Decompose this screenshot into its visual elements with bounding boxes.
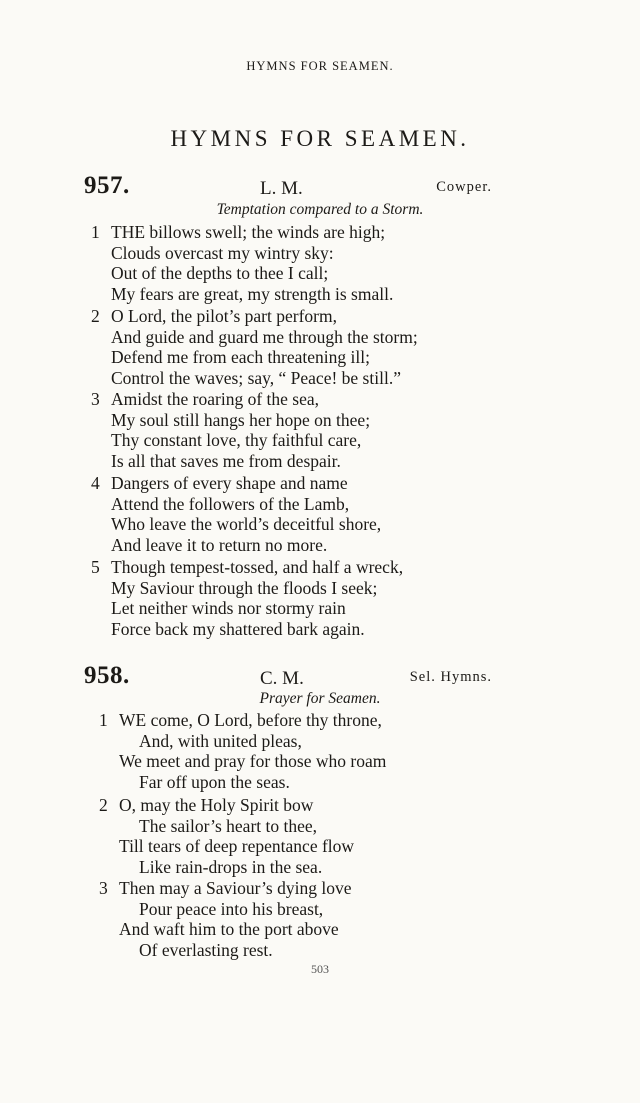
verse-line-text: O Lord, the pilot’s part perform, xyxy=(111,306,337,326)
verse-number: 1 xyxy=(99,710,108,730)
hymn-meter: C. M. xyxy=(260,668,304,689)
verse-line xyxy=(91,389,320,409)
verse-line xyxy=(139,731,302,751)
verse-line xyxy=(91,557,404,577)
verse-line-text: Out of the depths to thee I call; xyxy=(111,263,329,283)
verse-line xyxy=(111,284,393,304)
verse-line xyxy=(111,430,361,450)
verse-line-text: Amidst the roaring of the sea, xyxy=(111,389,320,409)
hymn-author: Sel. Hymns. xyxy=(409,669,492,685)
verse-line-text: We meet and pray for those who roam xyxy=(119,751,387,771)
verse-line xyxy=(139,899,323,919)
verse-line-text: Who leave the world’s deceitful shore, xyxy=(111,514,382,534)
verse-line-text: Far off upon the seas. xyxy=(139,771,290,792)
verse-line-text: And, with united pleas, xyxy=(139,730,302,751)
page-number: 503 xyxy=(311,962,329,976)
verse-line xyxy=(139,816,317,836)
verse-line xyxy=(111,410,370,430)
verse-line-text: O, may the Holy Spirit bow xyxy=(119,795,314,815)
verse-number: 4 xyxy=(91,473,100,493)
verse-line xyxy=(91,306,337,326)
verse-line-text: Clouds overcast my wintry sky: xyxy=(111,242,334,263)
section-title: HYMNS FOR SEAMEN. xyxy=(170,126,470,151)
hymn-author: Cowper. xyxy=(436,179,492,195)
verse-line xyxy=(91,222,386,242)
hymn-header xyxy=(84,662,492,692)
hymn-header xyxy=(84,172,492,202)
verse-line-text: Control the waves; say, “ Peace! be still.” xyxy=(111,367,401,388)
verse-line-text: Attend the followers of the Lamb, xyxy=(111,493,350,514)
verse-line-text: And guide and guard me through the storm; xyxy=(111,326,418,347)
verse-line-text: The sailor’s heart to thee, xyxy=(139,815,318,836)
verse-line-text: My soul still hangs her hope on thee; xyxy=(111,409,371,430)
verse-line-text: THE billows swell; the winds are high; xyxy=(111,222,386,242)
running-head: HYMNS FOR SEAMEN. xyxy=(246,59,394,73)
hymn-meter: L. M. xyxy=(260,178,303,199)
verse-number: 3 xyxy=(91,389,100,409)
verse-line xyxy=(119,751,386,771)
verse-line xyxy=(111,451,341,471)
verse-line xyxy=(139,940,273,960)
verse-line-text: WE come, O Lord, before thy throne, xyxy=(119,710,382,730)
verse-number: 2 xyxy=(99,795,108,815)
verse-line xyxy=(111,598,346,618)
verse-number: 1 xyxy=(91,222,100,242)
verse-line xyxy=(99,878,352,898)
verse-line xyxy=(111,619,365,639)
verse-line-text: Thy constant love, thy faithful care, xyxy=(111,430,362,450)
verse-line-text: Force back my shattered bark again. xyxy=(111,618,365,639)
verse-line-text: And leave it to return no more. xyxy=(111,534,328,555)
verse-line-text: My Saviour through the floods I seek; xyxy=(111,577,378,598)
verse-line-text: Then may a Saviour’s dying love xyxy=(119,878,352,898)
verse-number: 3 xyxy=(99,878,108,898)
verse-line xyxy=(111,347,370,367)
verse-line xyxy=(99,710,382,730)
hymn-subtitle: Prayer for Seamen. xyxy=(259,690,381,707)
verse-line xyxy=(111,368,401,388)
verse-line-text: And waft him to the port above xyxy=(119,919,339,939)
verse-line-text: Defend me from each threatening ill; xyxy=(111,347,370,367)
verse-line-text: Till tears of deep repentance flow xyxy=(119,836,355,856)
verse-line xyxy=(99,795,314,815)
verse-line xyxy=(139,857,322,877)
verse-line xyxy=(119,836,354,856)
verse-line xyxy=(111,263,328,283)
hymn-subtitle: Temptation compared to a Storm. xyxy=(216,201,424,218)
verse-line-text: Pour peace into his breast, xyxy=(139,898,324,919)
verse-line xyxy=(111,243,334,263)
hymn-number: 958. xyxy=(84,662,130,689)
verse-line xyxy=(111,578,377,598)
verse-line-text: Let neither winds nor stormy rain xyxy=(111,598,346,618)
verse-line-text: Like rain-drops in the sea. xyxy=(139,856,323,877)
verse-line xyxy=(111,327,418,347)
verse-number: 2 xyxy=(91,306,100,326)
verse-line xyxy=(139,772,290,792)
verse-line xyxy=(111,514,381,534)
verse-number: 5 xyxy=(91,557,100,577)
verse-line-text: My fears are great, my strength is small. xyxy=(111,283,394,304)
verse-line xyxy=(119,919,339,939)
verse-line-text: Though tempest-tossed, and half a wreck, xyxy=(111,557,404,577)
hymn-number: 957. xyxy=(84,172,130,199)
verse-line xyxy=(91,473,348,493)
verse-line-text: Dangers of every shape and name xyxy=(111,473,348,493)
verse-line-text: Is all that saves me from despair. xyxy=(111,450,341,471)
verse-line-text: Of everlasting rest. xyxy=(139,939,273,960)
verse-line xyxy=(111,494,349,514)
verse-line xyxy=(111,535,327,555)
